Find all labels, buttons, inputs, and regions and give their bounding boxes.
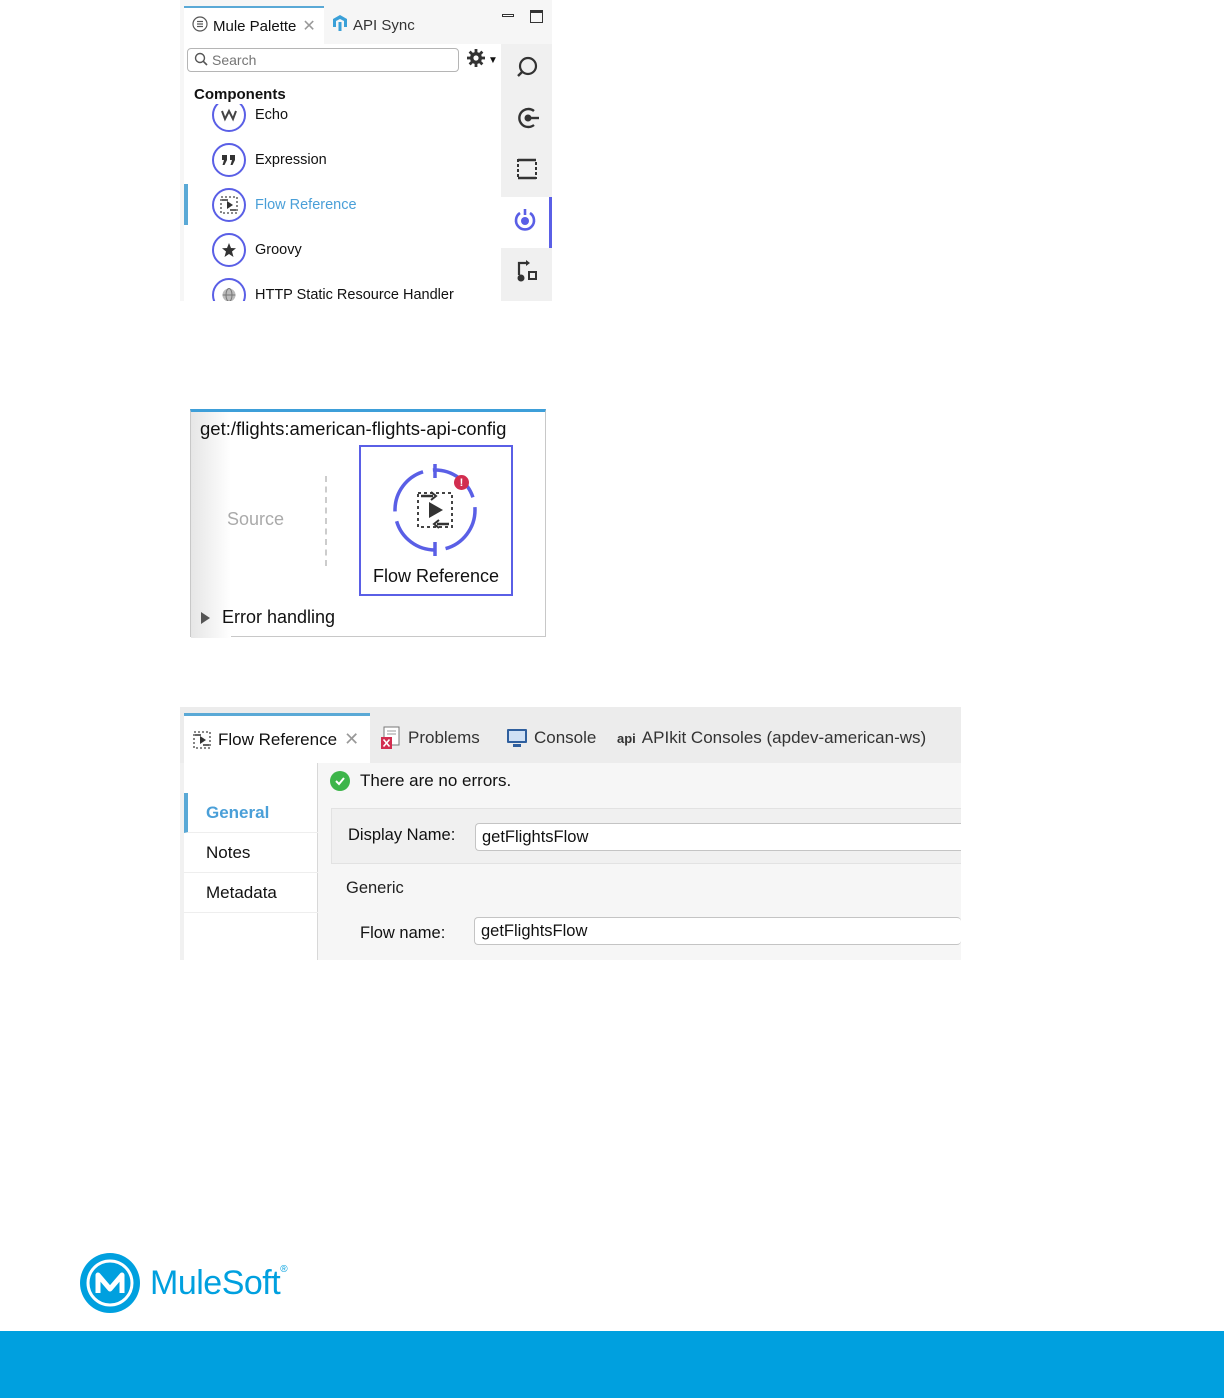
nav-metadata[interactable]: Metadata [184,873,318,913]
maximize-icon[interactable] [530,10,543,23]
brand-name: MuleSoft [150,1264,281,1302]
tab-api-sync[interactable] [330,6,440,44]
footer-bar [0,1331,1224,1398]
canvas-shadow [191,412,231,638]
list-circle-icon [192,16,208,36]
connector-icon [514,106,540,135]
properties-tab-bar [180,707,961,763]
problems-icon [380,726,402,750]
tab-mule-palette[interactable] [184,6,324,44]
flow-canvas [190,409,546,637]
side-core-button[interactable] [501,197,552,248]
tab-mule-palette-label: Mule Palette [213,17,297,35]
flow-reference-processor[interactable] [359,445,513,596]
properties-nav [184,763,318,960]
mulesoft-mark-icon [80,1253,140,1313]
echo-icon [212,104,246,132]
tab-problems[interactable] [380,713,480,763]
tab-apikit-consoles[interactable] [617,713,926,763]
processor-label: Flow Reference [372,566,500,586]
scope-icon [515,157,539,186]
minimize-icon[interactable] [502,14,514,17]
component-label: HTTP Static Resource Handler [255,286,454,301]
palette-tab-bar [180,0,500,44]
speech-bubble-icon [515,55,539,84]
display-name-label: Display Name: [348,826,456,844]
flow-reference-icon [192,730,212,750]
tab-flow-reference-label: Flow Reference [218,729,338,749]
side-search-button[interactable] [501,44,552,95]
expand-triangle-icon [201,612,210,624]
mule-core-icon [512,207,538,238]
component-echo[interactable] [184,104,501,137]
generic-section-heading: Generic [346,879,404,897]
component-label: Expression [255,151,327,168]
flow-title[interactable]: get:/flights:american-flights-api-config [200,418,507,439]
globe-icon [212,278,246,302]
tab-console-label: Console [534,728,597,747]
flow-name-field[interactable] [474,917,961,945]
star-icon [212,233,246,267]
palette-side-toolbar [501,44,552,301]
close-icon[interactable]: ✕ [344,729,360,749]
close-icon[interactable]: ✕ [302,18,316,35]
component-label: Flow Reference [255,196,357,213]
side-router-button[interactable] [501,248,552,299]
palette-search-box[interactable] [187,48,459,72]
error-badge-icon: ! [454,475,469,490]
source-divider [325,476,327,566]
side-connector-button[interactable] [501,95,552,146]
properties-panel [180,707,961,960]
window-controls [502,8,552,32]
properties-body [184,763,961,960]
palette-content [184,44,501,301]
check-circle-icon [330,771,350,791]
side-scope-button[interactable] [501,146,552,197]
validation-status [330,771,511,791]
monitor-icon [506,728,528,748]
display-name-field[interactable] [475,823,961,851]
properties-form [318,763,961,960]
api-icon: api [617,730,636,746]
flow-reference-icon [391,460,481,556]
nav-general[interactable]: General [184,793,318,833]
mule-palette-panel [180,0,552,301]
quote-icon [212,143,246,177]
error-handling-toggle[interactable] [201,607,335,628]
gear-icon [466,48,486,73]
source-placeholder[interactable]: Source [227,509,285,529]
tab-problems-label: Problems [408,728,480,747]
flow-name-label: Flow name: [360,924,446,942]
api-sync-icon [332,14,348,36]
trademark-symbol: ® [280,1264,288,1275]
tab-api-sync-label: API Sync [353,16,415,34]
components-list [184,104,501,301]
component-http-static-resource-handler[interactable] [184,272,501,301]
component-flow-reference[interactable] [184,182,501,227]
nav-notes[interactable]: Notes [184,833,318,873]
components-heading: Components [194,86,286,103]
component-label: Echo [255,106,289,123]
tab-console[interactable] [506,713,596,763]
search-icon [194,52,208,69]
flow-reference-icon [212,188,246,222]
component-groovy[interactable] [184,227,501,272]
display-name-row [331,808,961,864]
search-input[interactable] [212,52,442,68]
router-icon [515,259,539,288]
status-message: There are no errors. [360,771,512,790]
tab-flow-reference[interactable] [184,713,370,763]
tab-apikit-consoles-label: APIkit Consoles (apdev-american-ws) [641,728,927,747]
error-handling-label: Error handling [222,607,336,627]
settings-dropdown-button[interactable] [466,49,500,71]
chevron-down-icon: ▼ [488,54,498,66]
mulesoft-wordmark [150,1264,287,1303]
component-label: Groovy [255,241,302,258]
component-expression[interactable] [184,137,501,182]
mulesoft-logo [80,1253,290,1315]
